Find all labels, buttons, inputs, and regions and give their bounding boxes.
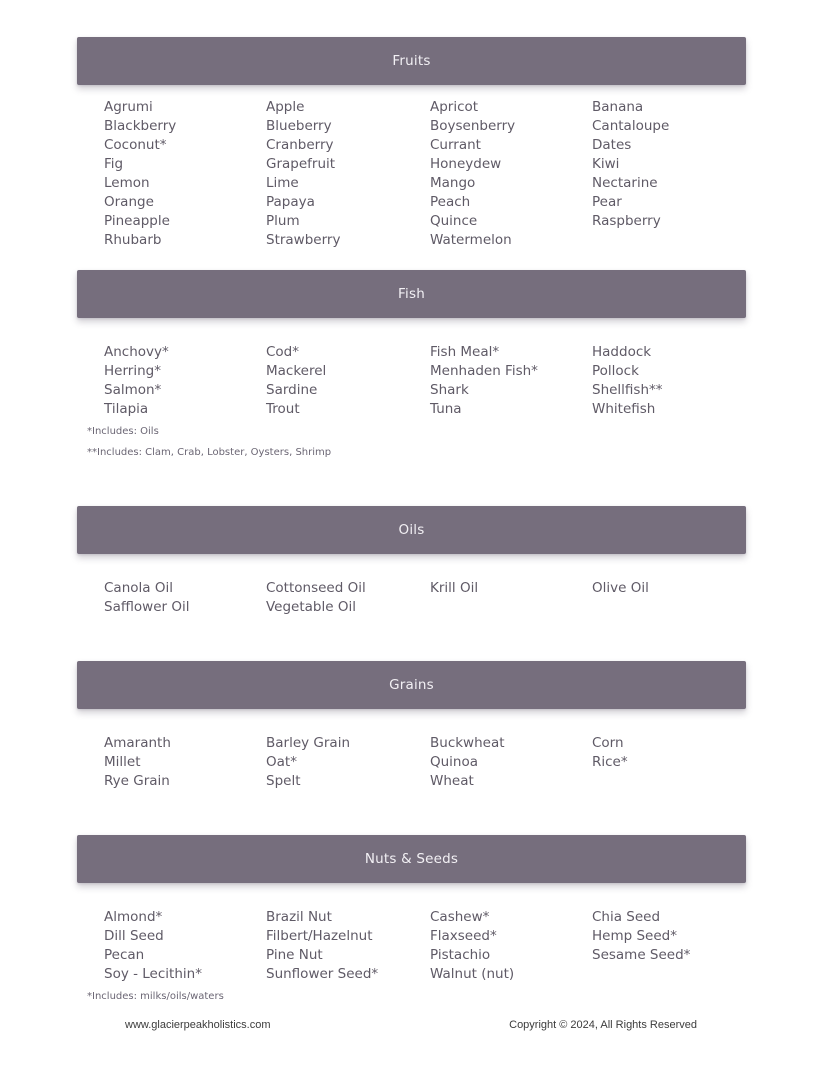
items-grid — [77, 579, 746, 617]
list-item: Walnut (nut) — [430, 966, 515, 982]
list-item: Blackberry — [104, 118, 177, 134]
content-column — [77, 37, 746, 1031]
list-item: Pecan — [104, 947, 145, 963]
list-item: Boysenberry — [430, 118, 516, 134]
list-item: Anchovy* — [104, 344, 169, 360]
list-item: Agrumi — [104, 99, 153, 115]
items-column — [104, 734, 266, 791]
section-grains — [77, 661, 746, 791]
list-item: Cantaloupe — [592, 118, 670, 134]
list-item: Coconut* — [104, 137, 167, 153]
list-item: Brazil Nut — [266, 909, 332, 925]
section-fruits — [77, 37, 746, 250]
section-title: Nuts & Seeds — [364, 851, 459, 867]
list-item: Menhaden Fish* — [430, 363, 538, 379]
list-item: Barley Grain — [266, 735, 351, 751]
list-item: Watermelon — [430, 232, 512, 248]
section-title: Fruits — [392, 53, 431, 69]
items-column — [104, 579, 266, 617]
list-item: Tuna — [430, 401, 462, 417]
items-column — [104, 343, 266, 419]
section-header-bar — [77, 661, 746, 709]
list-item: Tilapia — [104, 401, 149, 417]
list-item: Flaxseed* — [430, 928, 497, 944]
list-item: Quince — [430, 213, 478, 229]
footer-url: www.glacierpeakholistics.com — [125, 1019, 271, 1031]
list-item: Currant — [430, 137, 481, 153]
items-column — [430, 908, 592, 984]
section-header-bar — [77, 270, 746, 318]
list-item: Corn — [592, 735, 624, 751]
list-item: Rhubarb — [104, 232, 162, 248]
list-item: Safflower Oil — [104, 599, 190, 615]
section-fish — [77, 270, 746, 458]
list-item: Grapefruit — [266, 156, 336, 172]
list-item: Cottonseed Oil — [266, 580, 366, 596]
items-column — [266, 343, 430, 419]
list-item: Shellfish** — [592, 382, 663, 398]
list-item: Lemon — [104, 175, 150, 191]
list-item: Orange — [104, 194, 154, 210]
list-item: Shark — [430, 382, 469, 398]
footnotes — [87, 991, 746, 1002]
list-item: Rye Grain — [104, 773, 170, 789]
list-item: Mackerel — [266, 363, 327, 379]
list-item: Apple — [266, 99, 305, 115]
list-item: Hemp Seed* — [592, 928, 677, 944]
list-item: Pollock — [592, 363, 639, 379]
section-header-bar — [77, 835, 746, 883]
items-column — [592, 98, 746, 250]
section-nuts-seeds — [77, 835, 746, 1002]
list-item: Vegetable Oil — [266, 599, 356, 615]
section-title: Oils — [398, 522, 425, 538]
list-item: Herring* — [104, 363, 161, 379]
footer — [125, 1019, 697, 1031]
list-item: Millet — [104, 754, 141, 770]
list-item: Wheat — [430, 773, 474, 789]
list-item: Apricot — [430, 99, 479, 115]
list-item: Amaranth — [104, 735, 171, 751]
list-item: Papaya — [266, 194, 315, 210]
list-item: Cranberry — [266, 137, 334, 153]
items-column — [266, 98, 430, 250]
items-column — [104, 908, 266, 984]
list-item: Peach — [430, 194, 471, 210]
list-item: Dates — [592, 137, 632, 153]
items-column — [592, 734, 746, 791]
list-item: Sunflower Seed* — [266, 966, 379, 982]
list-item: Plum — [266, 213, 300, 229]
footer-copyright: Copyright © 2024, All Rights Reserved — [509, 1019, 697, 1031]
footnote: **Includes: Clam, Crab, Lobster, Oysters, Shrimp — [87, 447, 332, 458]
list-item: Chia Seed — [592, 909, 661, 925]
items-grid — [77, 908, 746, 984]
list-item: Kiwi — [592, 156, 620, 172]
list-item: Dill Seed — [104, 928, 164, 944]
section-header-bar — [77, 506, 746, 554]
items-column — [592, 579, 746, 617]
section-title: Grains — [389, 677, 434, 693]
items-grid — [77, 343, 746, 419]
list-item: Sesame Seed* — [592, 947, 691, 963]
list-item: Fig — [104, 156, 124, 172]
footnote: *Includes: milks/oils/waters — [87, 991, 224, 1002]
list-item: Lime — [266, 175, 299, 191]
list-item: Almond* — [104, 909, 163, 925]
items-column — [430, 579, 592, 617]
list-item: Cashew* — [430, 909, 490, 925]
list-item: Krill Oil — [430, 580, 479, 596]
items-column — [266, 908, 430, 984]
list-item: Raspberry — [592, 213, 661, 229]
list-item: Haddock — [592, 344, 652, 360]
items-column — [266, 734, 430, 791]
list-item: Filbert/Hazelnut — [266, 928, 373, 944]
list-item: Sardine — [266, 382, 318, 398]
items-column — [430, 98, 592, 250]
list-item: Pine Nut — [266, 947, 323, 963]
list-item: Canola Oil — [104, 580, 173, 596]
items-column — [430, 343, 592, 419]
list-item: Salmon* — [104, 382, 162, 398]
list-item: Rice* — [592, 754, 628, 770]
list-item: Cod* — [266, 344, 300, 360]
list-item: Oat* — [266, 754, 297, 770]
footnotes — [87, 426, 746, 458]
sections-container — [77, 37, 746, 1002]
list-item: Mango — [430, 175, 476, 191]
section-oils — [77, 506, 746, 617]
items-column — [592, 343, 746, 419]
list-item: Blueberry — [266, 118, 332, 134]
items-column — [592, 908, 746, 984]
list-item: Buckwheat — [430, 735, 505, 751]
section-header-bar — [77, 37, 746, 85]
list-item: Pistachio — [430, 947, 491, 963]
list-item: Olive Oil — [592, 580, 649, 596]
list-item: Nectarine — [592, 175, 658, 191]
section-title: Fish — [398, 286, 425, 302]
list-item: Banana — [592, 99, 644, 115]
list-item: Whitefish — [592, 401, 656, 417]
items-column — [104, 98, 266, 250]
items-grid — [77, 98, 746, 250]
list-item: Quinoa — [430, 754, 479, 770]
items-column — [266, 579, 430, 617]
list-item: Trout — [266, 401, 300, 417]
list-item: Spelt — [266, 773, 301, 789]
list-item: Soy - Lecithin* — [104, 966, 202, 982]
list-item: Pineapple — [104, 213, 170, 229]
items-column — [430, 734, 592, 791]
items-grid — [77, 734, 746, 791]
list-item: Fish Meal* — [430, 344, 500, 360]
list-item: Honeydew — [430, 156, 502, 172]
footnote: *Includes: Oils — [87, 426, 159, 437]
list-item: Strawberry — [266, 232, 341, 248]
list-item: Pear — [592, 194, 622, 210]
